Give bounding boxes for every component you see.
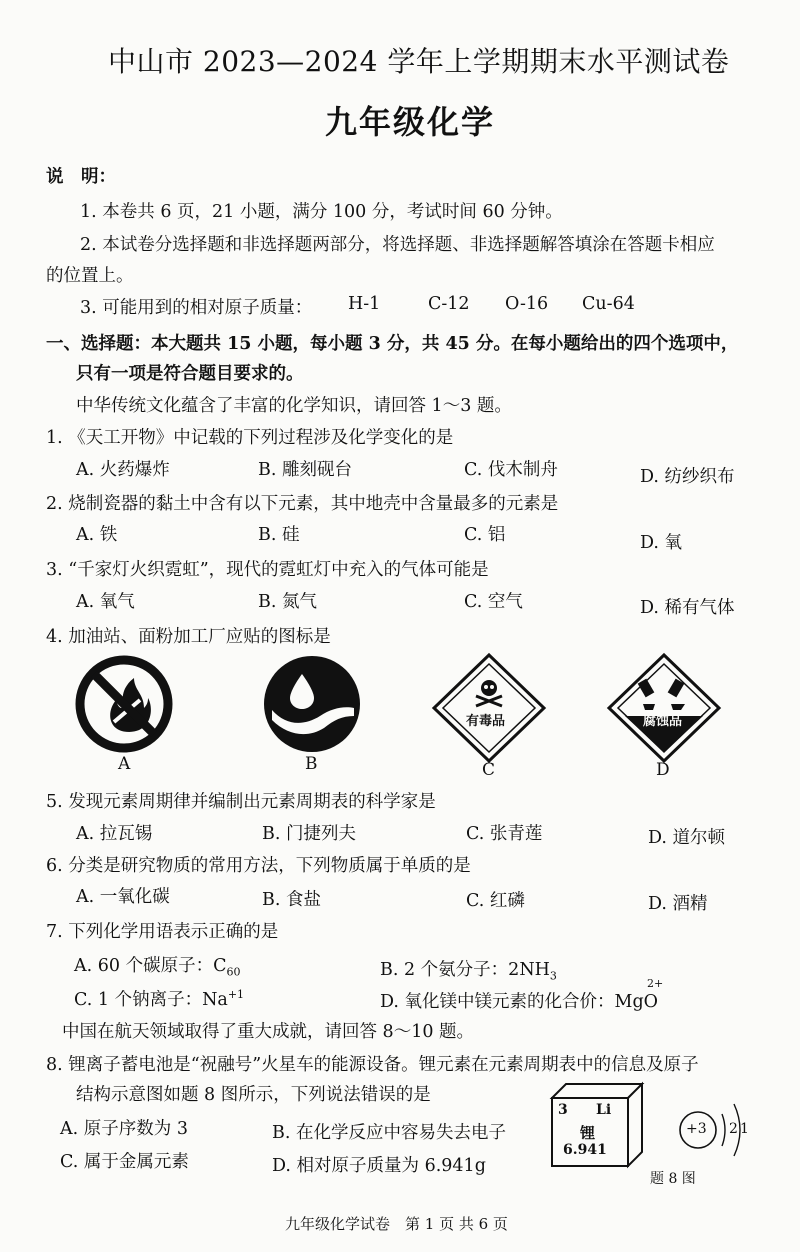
page-footer: 九年级化学试卷 第 1 页 共 6 页 bbox=[285, 1215, 508, 1233]
sign-c-label: C bbox=[482, 760, 496, 780]
mass-o: O-16 bbox=[505, 294, 549, 314]
q2-option-d: D. 氧 bbox=[640, 533, 683, 553]
q6-option-d: D. 酒精 bbox=[648, 894, 708, 914]
q8-option-a: A. 原子序数为 3 bbox=[60, 1119, 188, 1139]
sign-d-label: D bbox=[656, 760, 670, 780]
instruction-3: 3. 可能用到的相对原子质量： bbox=[80, 298, 313, 318]
shell-2-electrons: 1 bbox=[740, 1121, 749, 1137]
element-symbol: Li bbox=[596, 1102, 612, 1118]
q6-stem: 6. 分类是研究物质的常用方法，下列物质属于单质的是 bbox=[46, 856, 471, 876]
mass-c: C-12 bbox=[428, 294, 470, 314]
q5-option-c: C. 张青莲 bbox=[466, 824, 543, 844]
q5-option-b: B. 门捷列夫 bbox=[262, 824, 356, 844]
q6-option-c: C. 红磷 bbox=[466, 891, 525, 911]
mass-h: H-1 bbox=[348, 294, 381, 314]
sign-c-text: 有毒品 bbox=[466, 714, 506, 729]
water-drop-sign-icon bbox=[262, 654, 362, 754]
q1-stem: 1. 《天工开物》中记载的下列过程涉及化学变化的是 bbox=[46, 428, 454, 448]
q7-stem: 7. 下列化学用语表示正确的是 bbox=[46, 922, 279, 942]
q7-option-b: B. 2 个氨分子：$2NH_3$ bbox=[380, 960, 557, 983]
q5-option-d: D. 道尔顿 bbox=[648, 828, 726, 848]
element-atomic-number: 3 bbox=[558, 1102, 568, 1118]
q6-option-a: A. 一氧化碳 bbox=[76, 887, 170, 907]
q2-option-b: B. 硅 bbox=[258, 525, 300, 545]
q5-option-a: A. 拉瓦锡 bbox=[76, 824, 153, 844]
element-name: 锂 bbox=[580, 1124, 596, 1142]
q8-option-b: B. 在化学反应中容易失去电子 bbox=[272, 1123, 506, 1143]
q1-option-b: B. 雕刻砚台 bbox=[258, 460, 352, 480]
toxic-sign-icon bbox=[430, 652, 548, 764]
q7-option-d: D. 氧化镁中镁元素的化合价：MgO bbox=[380, 992, 659, 1012]
figure-8-caption: 题 8 图 bbox=[650, 1171, 696, 1187]
instruction-2b: 的位置上。 bbox=[46, 266, 134, 286]
q1-option-c: C. 伐木制舟 bbox=[464, 460, 558, 480]
section1-line2: 只有一项是符合题目要求的。 bbox=[76, 364, 304, 384]
q5-stem: 5. 发现元素周期律并编制出元素周期表的科学家是 bbox=[46, 792, 436, 812]
q8-option-d: D. 相对原子质量为 6.941g bbox=[272, 1156, 486, 1176]
nucleus-charge: +3 bbox=[686, 1121, 707, 1137]
q8-stem-line1: 8. 锂离子蓄电池是“祝融号”火星车的能源设备。锂元素在元素周期表中的信息及原子 bbox=[46, 1055, 699, 1075]
corrosive-sign-icon bbox=[605, 652, 723, 764]
q6-option-b: B. 食盐 bbox=[262, 890, 321, 910]
q2-option-c: C. 铝 bbox=[464, 525, 506, 545]
q1-option-a: A. 火药爆炸 bbox=[76, 460, 170, 480]
q8-option-c: C. 属于金属元素 bbox=[60, 1152, 189, 1172]
q7-option-c: C. 1 个钠离子：$Na^{+1}$ bbox=[74, 988, 245, 1010]
q3-option-a: A. 氧气 bbox=[76, 592, 135, 612]
q7-option-a: A. 60 个碳原子：$C_{60}$ bbox=[74, 956, 241, 979]
instruction-1: 1. 本卷共 6 页，21 小题，满分 100 分，考试时间 60 分钟。 bbox=[80, 202, 563, 222]
section1-line1: 一、选择题：本大题共 15 小题，每小题 3 分，共 45 分。在每小题给出的四个选项中， bbox=[46, 334, 739, 354]
q4-stem: 4. 加油站、面粉加工厂应贴的图标是 bbox=[46, 627, 331, 647]
q1-option-d: D. 纺纱织布 bbox=[640, 467, 735, 487]
sign-a-label: A bbox=[118, 754, 131, 774]
mass-cu: Cu-64 bbox=[582, 294, 635, 314]
instruction-2a: 2. 本试卷分选择题和非选择题两部分，将选择题、非选择题解答填涂在答题卡相应 bbox=[80, 235, 715, 255]
q2-stem: 2. 烧制瓷器的黏土中含有以下元素，其中地壳中含量最多的元素是 bbox=[46, 494, 559, 514]
sign-d-text: 腐蚀品 bbox=[643, 714, 683, 729]
instructions-heading: 说 明： bbox=[46, 167, 116, 187]
q3-stem: 3. “千家灯火织霓虹”，现代的霓虹灯中充入的气体可能是 bbox=[46, 560, 489, 580]
exam-subtitle: 九年级化学 bbox=[325, 103, 496, 141]
sign-b-label: B bbox=[305, 754, 318, 774]
section1-intro: 中华传统文化蕴含了丰富的化学知识，请回答 1～3 题。 bbox=[76, 396, 512, 416]
q3-option-d: D. 稀有气体 bbox=[640, 598, 735, 618]
q3-option-b: B. 氮气 bbox=[258, 592, 317, 612]
shell-1-electrons: 2 bbox=[729, 1121, 738, 1137]
no-fire-sign-icon bbox=[74, 654, 174, 754]
q8-stem-line2: 结构示意图如题 8 图所示，下列说法错误的是 bbox=[76, 1085, 431, 1105]
exam-title: 中山市 2023—2024 学年上学期期末水平测试卷 bbox=[108, 45, 730, 78]
q7-valence-mark: 2+ bbox=[647, 977, 664, 990]
intro-8-10: 中国在航天领域取得了重大成就，请回答 8～10 题。 bbox=[62, 1022, 475, 1042]
element-mass: 6.941 bbox=[563, 1142, 607, 1158]
q3-option-c: C. 空气 bbox=[464, 592, 523, 612]
q2-option-a: A. 铁 bbox=[76, 525, 118, 545]
